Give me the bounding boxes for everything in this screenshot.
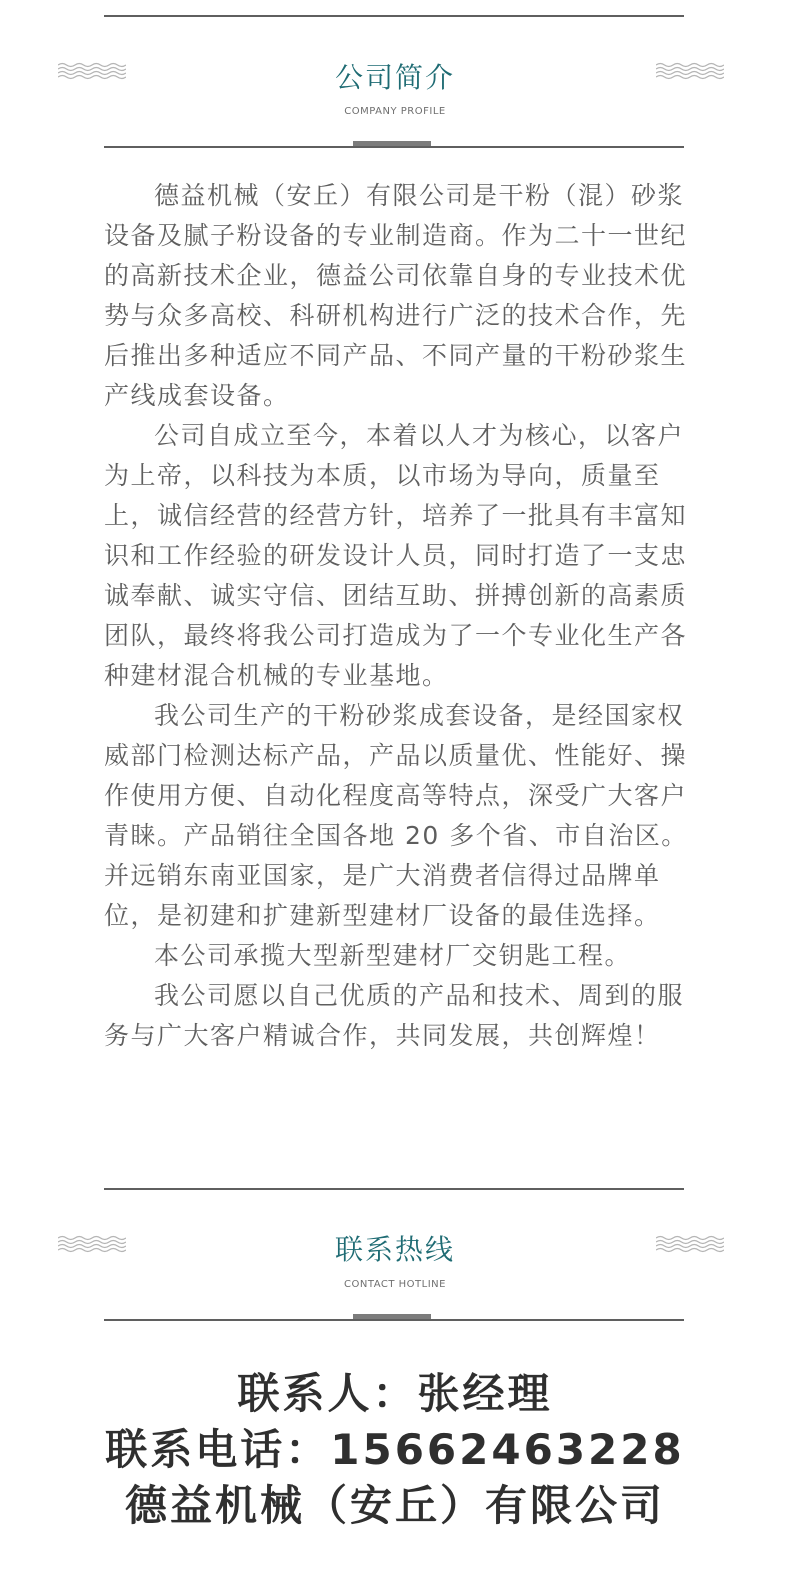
company-name: 德益机械（安丘）有限公司 <box>124 1481 665 1530</box>
profile-paragraph: 我公司愿以自己优质的产品和技术、周到的服务与广大客户精诚合作，共同发展，共创辉煌！ <box>104 981 685 1050</box>
profile-paragraph: 我公司生产的干粉砂浆成套设备，是经国家权威部门检测达标产品，产品以质量优、性能好、操作使用方便、自动化程度高等特点，深受广大客户青睐。产品销往全国各地 20 多个省、市自治区。并远销东南亚国家，是广大消费者信得过品牌单位，是初建和扩建新型建材厂设备的最佳选择。 <box>104 701 688 930</box>
section-title-contact: 联系热线 <box>334 1233 455 1266</box>
profile-paragraph: 德益机械（安丘）有限公司是干粉（混）砂浆设备及腻子粉设备的专业制造商。作为二十一世纪的高新技术企业，德益公司依靠自身的专业技术优势与众多高校、科研机构进行广泛的技术合作，先后推出多种适应不同产品、不同产量的干粉砂浆生产线成套设备。 <box>104 181 688 410</box>
top-divider <box>104 15 684 17</box>
profile-paragraph: 本公司承揽大型新型建材厂交钥匙工程。 <box>154 941 632 970</box>
section-divider <box>104 1319 684 1321</box>
contact-info <box>0 1366 790 1534</box>
profile-paragraph: 公司自成立至今，本着以人才为核心，以客户为上帝，以科技为本质，以市场为导向，质量至上，诚信经营的经营方针，培养了一批具有丰富知识和工作经验的研发设计人员，同时打造了一支忠诚奉献、诚实守信、团结互助、拼搏创新的高素质团队，最终将我公司打造成为了一个专业化生产各种建材混合机械的专业基地。 <box>104 421 688 690</box>
company-profile-text <box>104 176 688 1056</box>
contact-phone: 联系电话：15662463228 <box>105 1425 685 1474</box>
section-subtitle-contact: CONTACT HOTLINE <box>344 1279 446 1290</box>
contact-person: 联系人：张经理 <box>237 1369 553 1418</box>
section-divider <box>104 146 684 148</box>
section-subtitle-profile: COMPANY PROFILE <box>344 106 446 117</box>
section-divider <box>104 1188 684 1190</box>
section-title-profile: 公司简介 <box>334 61 455 94</box>
